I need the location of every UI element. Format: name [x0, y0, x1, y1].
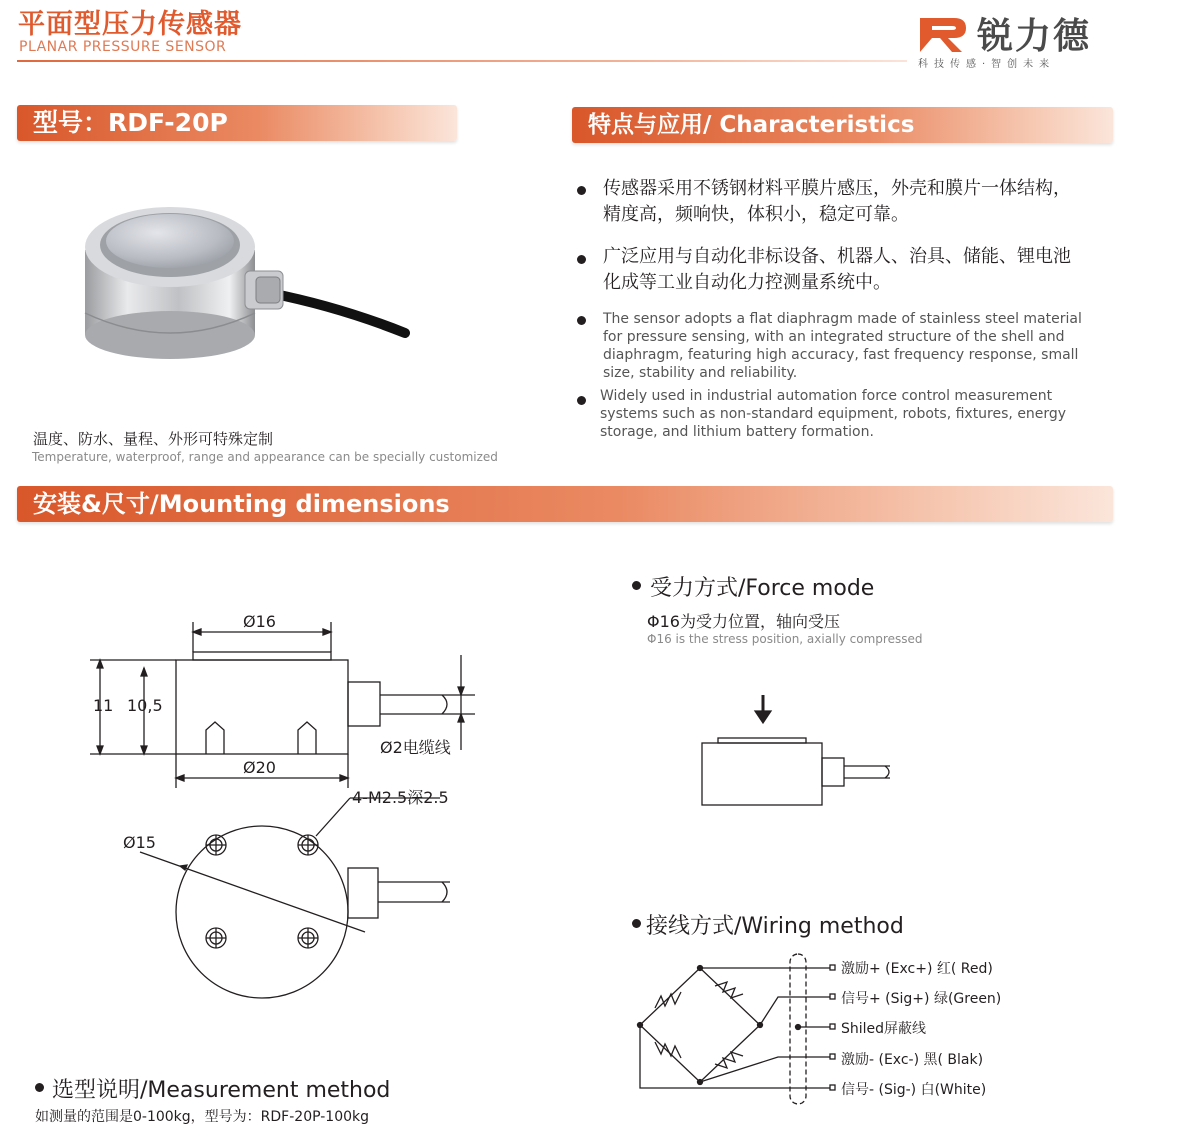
dim-h105-label: 10,5	[127, 696, 163, 715]
title-divider	[17, 60, 907, 62]
dim-d16-label: Ø16	[243, 612, 276, 631]
measurement-title: 选型说明/Measurement method	[52, 1078, 391, 1103]
dim-d20-label: Ø20	[243, 758, 276, 777]
force-mode-diagram	[700, 693, 900, 808]
bullet-dot	[577, 186, 586, 195]
measurement-example: 如测量的范围是0-100kg，型号为：RDF-20P-100kg	[35, 1109, 370, 1125]
dim-h11-label: 11	[93, 696, 114, 715]
page-subtitle: PLANAR PRESSURE SENSOR	[19, 39, 227, 55]
bullet-dot	[632, 581, 641, 590]
force-mode-title: 受力方式/Force mode	[650, 576, 875, 601]
wire-label-sig-minus: 信号- (Sig-) 白(White)	[841, 1082, 987, 1098]
force-mode-cn: Φ16为受力位置，轴向受压	[647, 612, 840, 631]
dim-cable-label: Ø2电缆线	[380, 738, 451, 757]
brand-tagline: 科技传感·智创未来	[918, 59, 1056, 70]
bullet-dot	[577, 255, 586, 264]
customization-note: 温度、防水、量程、外形可特殊定制	[33, 430, 274, 448]
bullet-dot	[35, 1083, 44, 1092]
characteristics-banner: 特点与应用/ Characteristics	[572, 107, 1113, 143]
model-banner: 型号：RDF-20P	[17, 105, 457, 141]
wire-label-shield: Shiled屏蔽线	[841, 1021, 927, 1037]
page-title: 平面型压力传感器	[18, 9, 242, 40]
wire-label-exc-plus: 激励+ (Exc+) 红( Red)	[841, 961, 993, 977]
dim-d15-label: Ø15	[123, 833, 156, 852]
wire-label-exc-minus: 激励- (Exc-) 黑( Blak)	[841, 1052, 984, 1068]
wiring-diagram	[630, 950, 845, 1110]
characteristic-en-2: Widely used in industrial automation force control measurement systems such as non-standard equipment, robots, fixtures, energy storage, and lithium battery formation.	[600, 388, 1067, 440]
characteristic-cn-1: 传感器采用不锈钢材料平膜片感压，外壳和膜片一体结构，精度高，频响快，体积小，稳定可靠。	[603, 178, 1071, 225]
dim-thread-label: 4-M2.5深2.5	[352, 788, 449, 807]
characteristic-cn-2: 广泛应用与自动化非标设备、机器人、治具、储能、锂电池化成等工业自动化力控测量系统中。	[603, 246, 1071, 293]
wiring-title: 接线方式/Wiring method	[646, 914, 904, 939]
customization-note-en: Temperature, waterproof, range and appearance can be specially customized	[32, 450, 498, 464]
bullet-dot	[577, 396, 586, 405]
mounting-banner: 安装&尺寸/Mounting dimensions	[17, 486, 1113, 522]
brand-name: 锐力德	[977, 16, 1092, 57]
product-photo	[80, 185, 420, 365]
wire-label-sig-plus: 信号+ (Sig+) 绿(Green)	[841, 991, 1002, 1007]
bullet-dot	[632, 919, 641, 928]
bullet-dot	[577, 316, 586, 325]
characteristic-en-1: The sensor adopts a flat diaphragm made of stainless steel material for pressure sensing, with an integrated structure of the shell and diaphragm, featuring high accuracy, fast frequency response, small size, stability and reliability.	[603, 311, 1082, 381]
brand-logo-icon	[918, 14, 970, 54]
force-mode-en: Φ16 is the stress position, axially compressed	[647, 632, 923, 646]
